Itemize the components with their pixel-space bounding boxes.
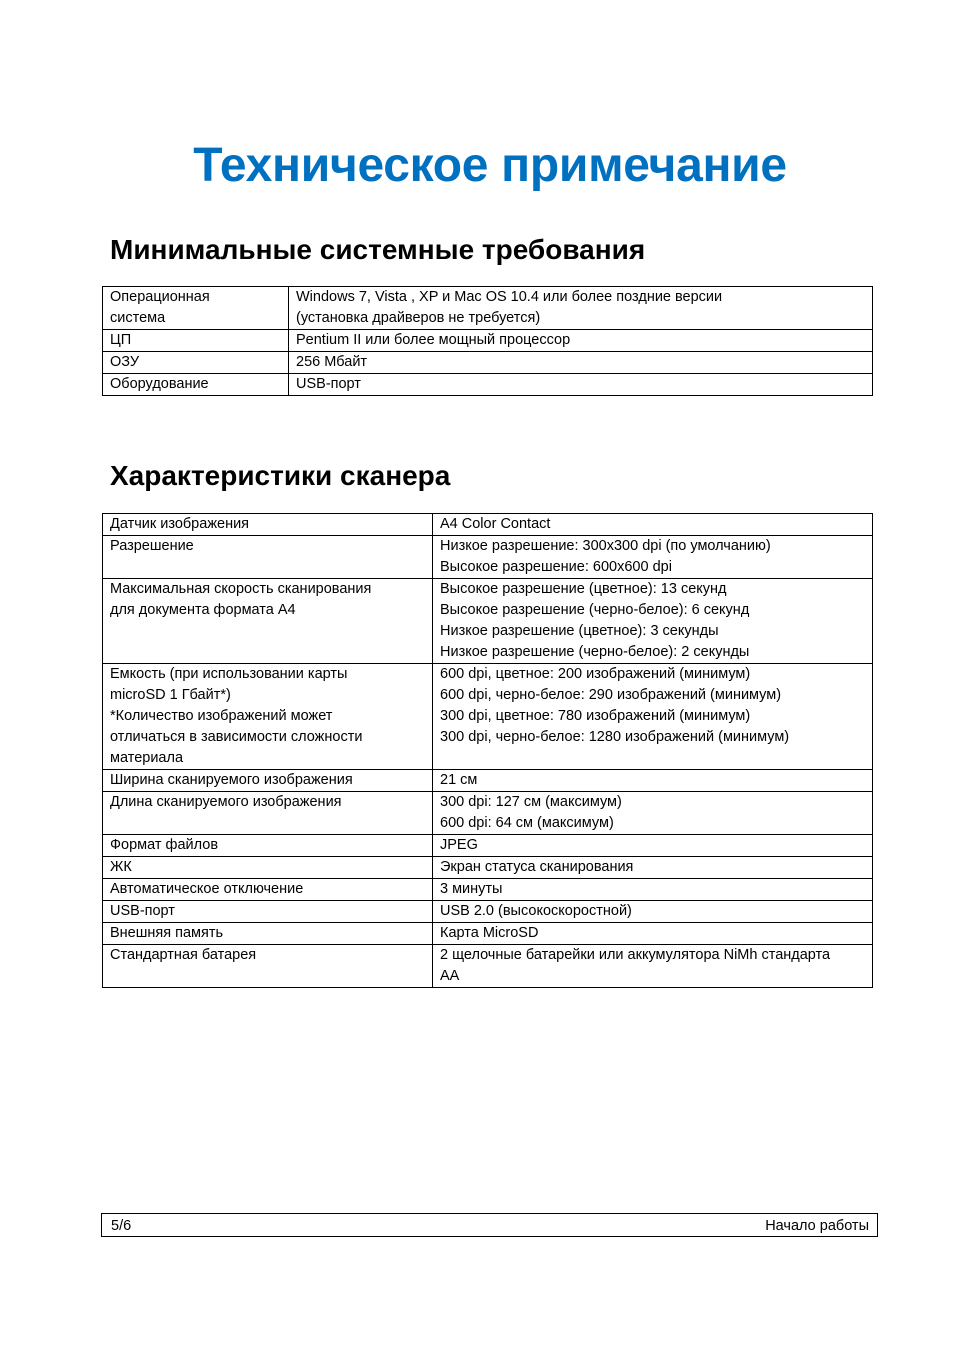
footer-section-title: Начало работы — [765, 1218, 869, 1234]
table-row — [103, 923, 873, 945]
table-row — [103, 792, 873, 835]
table-row — [103, 664, 873, 770]
table-cell-value: A4 Color Contact — [433, 514, 873, 536]
table-cell-key: Оборудование — [103, 374, 289, 396]
requirements-table — [102, 286, 873, 396]
table-cell-key: Операционная система — [103, 287, 289, 330]
table-row — [103, 330, 873, 352]
table-row — [103, 857, 873, 879]
table-row — [103, 287, 873, 330]
table-cell-key: Датчик изображения — [103, 514, 433, 536]
table-row — [103, 770, 873, 792]
table-cell-value: 256 Мбайт — [289, 352, 873, 374]
table-cell-key: Емкость (при использовании карты microSD 1 Гбайт*) *Количество изображений может отличаться в зависимости сложности материала — [103, 664, 433, 770]
table-cell-value: 300 dpi: 127 см (максимум) 600 dpi: 64 см (максимум) — [433, 792, 873, 835]
table-cell-key: Длина сканируемого изображения — [103, 792, 433, 835]
table-row — [103, 536, 873, 579]
specs-heading: Характеристики сканера — [110, 460, 451, 491]
table-cell-value: USB-порт — [289, 374, 873, 396]
table-cell-key: ОЗУ — [103, 352, 289, 374]
table-cell-key: Автоматическое отключение — [103, 879, 433, 901]
page-number: 5/6 — [111, 1218, 132, 1234]
table-cell-key: ЖК — [103, 857, 433, 879]
table-row — [103, 579, 873, 664]
table-cell-value: JPEG — [433, 835, 873, 857]
page-footer — [101, 1213, 878, 1237]
specs-table — [102, 513, 873, 988]
table-cell-value: Pentium II или более мощный процессор — [289, 330, 873, 352]
table-row — [103, 374, 873, 396]
table-cell-value: Экран статуса сканирования — [433, 857, 873, 879]
table-row — [103, 945, 873, 988]
table-row — [103, 514, 873, 536]
table-row — [103, 352, 873, 374]
page-title: Техническое примечание — [193, 139, 787, 192]
requirements-heading: Минимальные системные требования — [110, 234, 646, 265]
table-cell-value: Windows 7, Vista , XP и Mac OS 10.4 или более поздние версии (установка драйверов не требуется) — [289, 287, 873, 330]
table-cell-key: Ширина сканируемого изображения — [103, 770, 433, 792]
table-cell-value: Низкое разрешение: 300x300 dpi (по умолчанию) Высокое разрешение: 600x600 dpi — [433, 536, 873, 579]
table-cell-key: Формат файлов — [103, 835, 433, 857]
table-cell-key: USB-порт — [103, 901, 433, 923]
table-cell-key: Максимальная скорость сканирования для документа формата А4 — [103, 579, 433, 664]
table-cell-value: 600 dpi, цветное: 200 изображений (минимум) 600 dpi, черно-белое: 290 изображений (минимум) 300 dpi, цветное: 780 изображений (минимум) 300 dpi, черно-белое: 1280 изображений (минимум) — [433, 664, 873, 770]
table-cell-key: ЦП — [103, 330, 289, 352]
table-row — [103, 901, 873, 923]
table-cell-value: 21 см — [433, 770, 873, 792]
table-cell-key: Разрешение — [103, 536, 433, 579]
table-cell-value: 2 щелочные батарейки или аккумулятора NiMh стандарта AA — [433, 945, 873, 988]
table-row — [103, 835, 873, 857]
table-cell-key: Внешняя память — [103, 923, 433, 945]
table-cell-value: Карта MicroSD — [433, 923, 873, 945]
table-cell-value: 3 минуты — [433, 879, 873, 901]
table-cell-key: Стандартная батарея — [103, 945, 433, 988]
table-cell-value: Высокое разрешение (цветное): 13 секунд Высокое разрешение (черно-белое): 6 секунд Низкое разрешение (цветное): 3 секунды Низкое разрешение (черно-белое): 2 секунды — [433, 579, 873, 664]
table-row — [103, 879, 873, 901]
table-cell-value: USB 2.0 (высокоскоростной) — [433, 901, 873, 923]
